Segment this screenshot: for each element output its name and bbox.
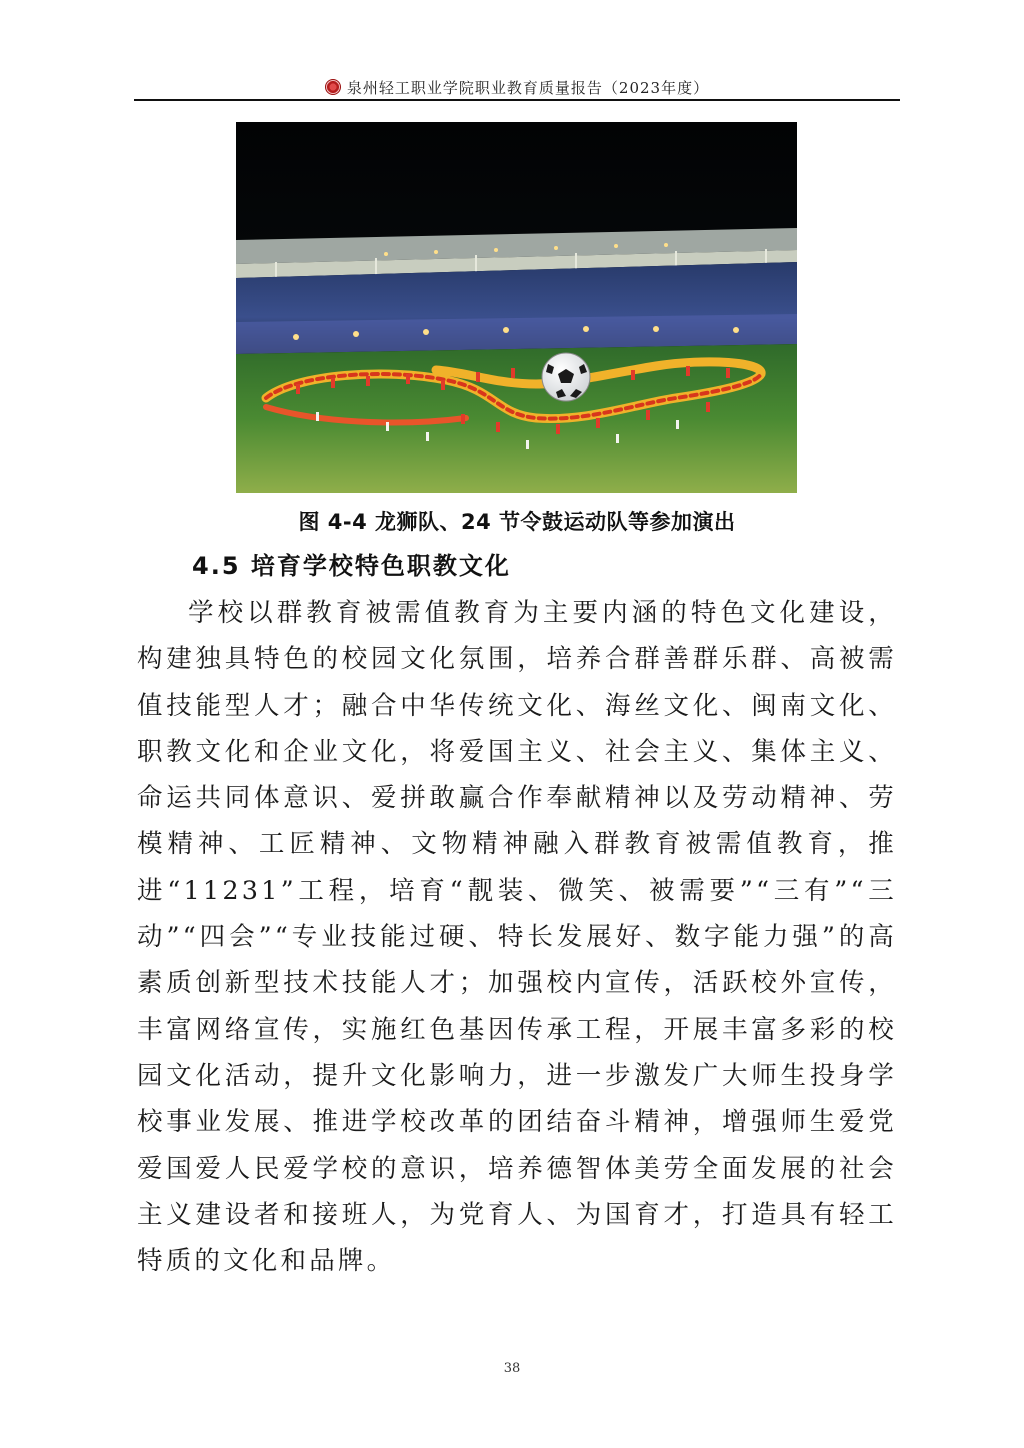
section-paragraph: 学校以群教育被需值教育为主要内涵的特色文化建设，构建独具特色的校园文化氛围，培养合群善群乐群、高被需值技能型人才；融合中华传统文化、海丝文化、闽南文化、职教文化和企业文化，将爱国主义、社会主义、集体主义、命运共同体意识、爱拼敢赢合作奉献精神以及劳动精神、劳模精神、工匠精神、文物精神融入群教育被需值教育，推进“11231”工程，培育“靓装、微笑、被需要”“三有”“三动”“四会”“专业技能过硬、特长发展好、数字能力强”的高素质创新型技术技能人才；加强校内宣传，活跃校外宣传，丰富网络宣传，实施红色基因传承工程，开展丰富多彩的校园文化活动，提升文化影响力，进一步激发广大师生投身学校事业发展、推进学校改革的团结奋斗精神，增强师生爱党爱国爱人民爱学校的意识，培养德智体美劳全面发展的社会主义建设者和接班人，为党育人、为国育才，打造具有轻工特质的文化和品牌。 [137,598,897,1277]
section-heading: 4.5 培育学校特色职教文化 [192,552,511,580]
figure-caption: 图 4-4 龙狮队、24 节令鼓运动队等参加演出 [298,510,736,534]
header-divider [134,99,900,101]
header-title: 泉州轻工职业学院职业教育质量报告（2023年度） [346,78,710,97]
stadium-performance-photo [236,122,797,493]
page-header [134,74,900,100]
school-emblem-icon [325,79,341,95]
giant-soccer-ball [542,353,590,401]
page-number: 38 [503,1361,521,1376]
